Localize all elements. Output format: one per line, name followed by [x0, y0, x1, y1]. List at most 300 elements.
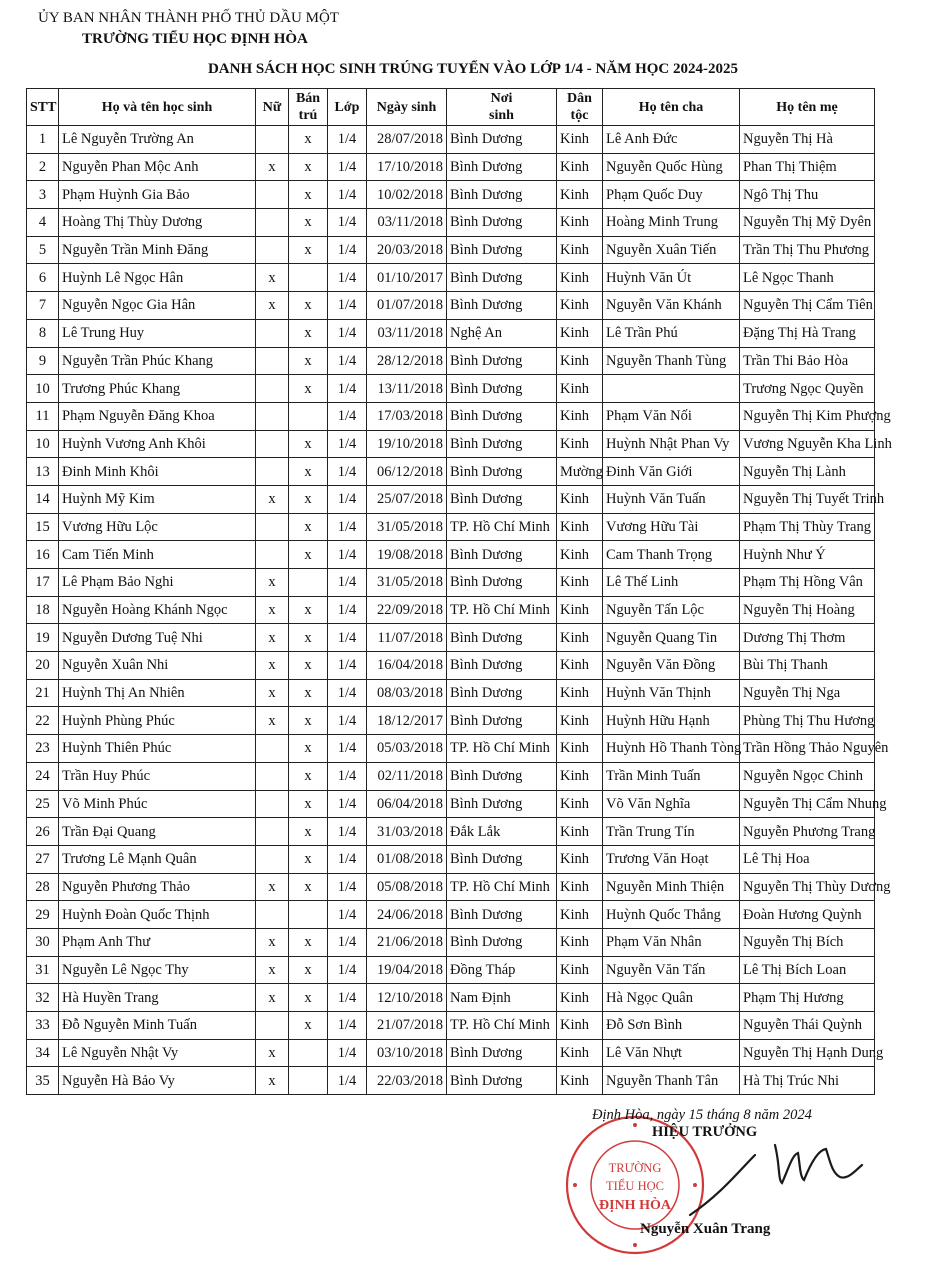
cell-semi-boarding: x — [289, 347, 328, 375]
cell-stt: 20 — [27, 652, 59, 680]
cell-female — [256, 513, 289, 541]
cell-father: Nguyễn Quang Tin — [603, 624, 740, 652]
cell-semi-boarding: x — [289, 485, 328, 513]
cell-student-name: Lê Trung Huy — [59, 319, 256, 347]
cell-mother: Phạm Thị Hương — [740, 984, 875, 1012]
cell-semi-boarding: x — [289, 762, 328, 790]
cell-class: 1/4 — [328, 264, 367, 292]
cell-birthplace: Bình Dương — [447, 458, 557, 486]
cell-dob: 22/09/2018 — [367, 596, 447, 624]
cell-mother: Nguyễn Thị Lành — [740, 458, 875, 486]
table-row — [27, 873, 875, 901]
table-row — [27, 513, 875, 541]
cell-ethnicity: Kinh — [557, 347, 603, 375]
cell-class: 1/4 — [328, 236, 367, 264]
cell-father: Hà Ngọc Quân — [603, 984, 740, 1012]
cell-female — [256, 430, 289, 458]
cell-stt: 25 — [27, 790, 59, 818]
cell-class: 1/4 — [328, 569, 367, 597]
cell-student-name: Trần Đại Quang — [59, 818, 256, 846]
cell-dob: 31/05/2018 — [367, 569, 447, 597]
cell-ethnicity: Kinh — [557, 845, 603, 873]
cell-stt: 5 — [27, 236, 59, 264]
cell-ethnicity: Kinh — [557, 375, 603, 403]
cell-birthplace: Bình Dương — [447, 347, 557, 375]
cell-class: 1/4 — [328, 707, 367, 735]
cell-ethnicity: Kinh — [557, 873, 603, 901]
table-row — [27, 375, 875, 403]
table-row — [27, 430, 875, 458]
cell-semi-boarding: x — [289, 596, 328, 624]
cell-female — [256, 458, 289, 486]
cell-ethnicity: Kinh — [557, 569, 603, 597]
cell-semi-boarding: x — [289, 181, 328, 209]
cell-female: x — [256, 292, 289, 320]
cell-mother: Huỳnh Như Ý — [740, 541, 875, 569]
cell-student-name: Nguyễn Hà Bảo Vy — [59, 1067, 256, 1095]
cell-dob: 12/10/2018 — [367, 984, 447, 1012]
cell-dob: 16/04/2018 — [367, 652, 447, 680]
cell-female: x — [256, 984, 289, 1012]
cell-birthplace: Bình Dương — [447, 1039, 557, 1067]
cell-semi-boarding: x — [289, 928, 328, 956]
cell-ethnicity: Kinh — [557, 707, 603, 735]
cell-dob: 01/08/2018 — [367, 845, 447, 873]
cell-mother: Trần Thị Thu Phương — [740, 236, 875, 264]
cell-ethnicity: Kinh — [557, 1012, 603, 1040]
cell-father: Hoàng Minh Trung — [603, 209, 740, 237]
cell-dob: 02/11/2018 — [367, 762, 447, 790]
cell-birthplace: Bình Dương — [447, 707, 557, 735]
cell-dob: 17/03/2018 — [367, 402, 447, 430]
cell-dob: 18/12/2017 — [367, 707, 447, 735]
cell-stt: 3 — [27, 181, 59, 209]
cell-female — [256, 818, 289, 846]
cell-birthplace: Bình Dương — [447, 762, 557, 790]
cell-dob: 05/03/2018 — [367, 735, 447, 763]
cell-ethnicity: Kinh — [557, 126, 603, 154]
cell-birthplace: Bình Dương — [447, 402, 557, 430]
cell-mother: Nguyễn Thị Thùy Dương — [740, 873, 875, 901]
cell-class: 1/4 — [328, 485, 367, 513]
header-stt: STT — [27, 89, 59, 126]
cell-ethnicity: Kinh — [557, 153, 603, 181]
cell-class: 1/4 — [328, 375, 367, 403]
cell-mother: Phạm Thị Thùy Trang — [740, 513, 875, 541]
table-row — [27, 956, 875, 984]
cell-father: Huỳnh Hữu Hạnh — [603, 707, 740, 735]
table-row — [27, 845, 875, 873]
signing-date: Định Hòa, ngày 15 tháng 8 năm 2024 — [592, 1107, 812, 1123]
cell-father: Lê Thế Linh — [603, 569, 740, 597]
cell-class: 1/4 — [328, 984, 367, 1012]
cell-dob: 20/03/2018 — [367, 236, 447, 264]
cell-dob: 19/10/2018 — [367, 430, 447, 458]
cell-birthplace: Nghệ An — [447, 319, 557, 347]
cell-mother: Phạm Thị Hồng Vân — [740, 569, 875, 597]
cell-student-name: Vương Hữu Lộc — [59, 513, 256, 541]
table-row — [27, 236, 875, 264]
table-row — [27, 1039, 875, 1067]
cell-father: Trần Minh Tuấn — [603, 762, 740, 790]
cell-female — [256, 790, 289, 818]
cell-dob: 17/10/2018 — [367, 153, 447, 181]
cell-student-name: Trần Huy Phúc — [59, 762, 256, 790]
principal-name: Nguyễn Xuân Trang — [640, 1221, 771, 1237]
cell-student-name: Huỳnh Thị An Nhiên — [59, 679, 256, 707]
cell-semi-boarding: x — [289, 873, 328, 901]
cell-semi-boarding — [289, 1067, 328, 1095]
cell-birthplace: Bình Dương — [447, 485, 557, 513]
cell-semi-boarding: x — [289, 845, 328, 873]
header-birthplace-line1: Nơi — [490, 91, 513, 106]
cell-student-name: Phạm Anh Thư — [59, 928, 256, 956]
cell-stt: 29 — [27, 901, 59, 929]
cell-birthplace: Bình Dương — [447, 126, 557, 154]
header-female: Nữ — [256, 89, 289, 126]
cell-dob: 24/06/2018 — [367, 901, 447, 929]
cell-semi-boarding: x — [289, 236, 328, 264]
table-row — [27, 818, 875, 846]
cell-ethnicity: Kinh — [557, 652, 603, 680]
cell-student-name: Hoàng Thị Thùy Dương — [59, 209, 256, 237]
cell-father: Trương Văn Hoạt — [603, 845, 740, 873]
header-semi-boarding-line1: Bán — [295, 91, 321, 106]
cell-stt: 10 — [27, 375, 59, 403]
cell-father: Cam Thanh Trọng — [603, 541, 740, 569]
cell-class: 1/4 — [328, 126, 367, 154]
cell-birthplace: Bình Dương — [447, 652, 557, 680]
cell-mother: Trần Hồng Thảo Nguyên — [740, 735, 875, 763]
cell-stt: 2 — [27, 153, 59, 181]
cell-stt: 33 — [27, 1012, 59, 1040]
table-row — [27, 624, 875, 652]
cell-female: x — [256, 596, 289, 624]
cell-father: Nguyễn Thanh Tân — [603, 1067, 740, 1095]
cell-stt: 15 — [27, 513, 59, 541]
cell-mother: Nguyễn Ngọc Chinh — [740, 762, 875, 790]
cell-birthplace: TP. Hồ Chí Minh — [447, 513, 557, 541]
cell-mother: Trần Thi Bảo Hòa — [740, 347, 875, 375]
header-mother: Họ tên mẹ — [740, 89, 875, 126]
table-row — [27, 292, 875, 320]
cell-mother: Nguyễn Thị Bích — [740, 928, 875, 956]
cell-mother: Hà Thị Trúc Nhi — [740, 1067, 875, 1095]
cell-stt: 14 — [27, 485, 59, 513]
cell-ethnicity: Kinh — [557, 596, 603, 624]
cell-father: Nguyễn Văn Tấn — [603, 956, 740, 984]
cell-dob: 25/07/2018 — [367, 485, 447, 513]
cell-ethnicity: Kinh — [557, 1067, 603, 1095]
cell-birthplace: Bình Dương — [447, 790, 557, 818]
school-name: TRƯỜNG TIỂU HỌC ĐỊNH HÒA — [82, 31, 308, 47]
cell-female — [256, 236, 289, 264]
cell-student-name: Huỳnh Mỹ Kim — [59, 485, 256, 513]
header-father: Họ tên cha — [603, 89, 740, 126]
cell-female: x — [256, 569, 289, 597]
cell-mother: Lê Thị Hoa — [740, 845, 875, 873]
cell-student-name: Trương Lê Mạnh Quân — [59, 845, 256, 873]
cell-birthplace: Bình Dương — [447, 928, 557, 956]
cell-class: 1/4 — [328, 347, 367, 375]
cell-class: 1/4 — [328, 845, 367, 873]
cell-dob: 11/07/2018 — [367, 624, 447, 652]
cell-birthplace: Bình Dương — [447, 901, 557, 929]
cell-dob: 22/03/2018 — [367, 1067, 447, 1095]
cell-student-name: Nguyễn Trần Phúc Khang — [59, 347, 256, 375]
cell-female: x — [256, 264, 289, 292]
table-row — [27, 319, 875, 347]
cell-stt: 13 — [27, 458, 59, 486]
cell-father: Lê Anh Đức — [603, 126, 740, 154]
cell-dob: 03/10/2018 — [367, 1039, 447, 1067]
document-title: DANH SÁCH HỌC SINH TRÚNG TUYỂN VÀO LỚP 1/4 - NĂM HỌC 2024-2025 — [207, 61, 739, 77]
cell-father: Nguyễn Quốc Hùng — [603, 153, 740, 181]
cell-stt: 4 — [27, 209, 59, 237]
cell-ethnicity: Kinh — [557, 1039, 603, 1067]
cell-female — [256, 181, 289, 209]
cell-ethnicity: Kinh — [557, 928, 603, 956]
cell-stt: 31 — [27, 956, 59, 984]
cell-birthplace: Bình Dương — [447, 1067, 557, 1095]
cell-stt: 22 — [27, 707, 59, 735]
cell-father: Phạm Quốc Duy — [603, 181, 740, 209]
cell-birthplace: Bình Dương — [447, 679, 557, 707]
cell-female: x — [256, 652, 289, 680]
cell-female: x — [256, 928, 289, 956]
cell-mother: Nguyễn Thị Hạnh Dung — [740, 1039, 875, 1067]
cell-female — [256, 126, 289, 154]
table-row — [27, 458, 875, 486]
header-student-name: Họ và tên học sinh — [59, 89, 256, 126]
header-semi-boarding — [289, 89, 328, 126]
cell-dob: 19/04/2018 — [367, 956, 447, 984]
cell-birthplace: TP. Hồ Chí Minh — [447, 596, 557, 624]
cell-mother: Nguyễn Thị Cẩm Tiên — [740, 292, 875, 320]
cell-stt: 30 — [27, 928, 59, 956]
table-row — [27, 928, 875, 956]
cell-class: 1/4 — [328, 652, 367, 680]
seal-text-line2: TIỂU HỌC — [606, 1179, 664, 1193]
cell-ethnicity: Kinh — [557, 485, 603, 513]
cell-ethnicity: Kinh — [557, 264, 603, 292]
cell-birthplace: Bình Dương — [447, 292, 557, 320]
cell-class: 1/4 — [328, 153, 367, 181]
cell-semi-boarding: x — [289, 430, 328, 458]
cell-stt: 16 — [27, 541, 59, 569]
cell-semi-boarding: x — [289, 679, 328, 707]
cell-stt: 34 — [27, 1039, 59, 1067]
cell-semi-boarding — [289, 901, 328, 929]
cell-semi-boarding: x — [289, 707, 328, 735]
cell-mother: Lê Thị Bích Loan — [740, 956, 875, 984]
cell-stt: 8 — [27, 319, 59, 347]
cell-mother: Đặng Thị Hà Trang — [740, 319, 875, 347]
cell-dob: 03/11/2018 — [367, 209, 447, 237]
cell-student-name: Nguyễn Trần Minh Đăng — [59, 236, 256, 264]
cell-class: 1/4 — [328, 790, 367, 818]
cell-father: Võ Văn Nghĩa — [603, 790, 740, 818]
cell-dob: 05/08/2018 — [367, 873, 447, 901]
cell-ethnicity: Kinh — [557, 209, 603, 237]
table-row — [27, 762, 875, 790]
cell-semi-boarding — [289, 402, 328, 430]
cell-birthplace: Bình Dương — [447, 236, 557, 264]
table-row — [27, 181, 875, 209]
cell-student-name: Huỳnh Vương Anh Khôi — [59, 430, 256, 458]
table-row — [27, 652, 875, 680]
header-ethnicity — [557, 89, 603, 126]
cell-female — [256, 375, 289, 403]
cell-semi-boarding: x — [289, 984, 328, 1012]
header-dob: Ngày sinh — [367, 89, 447, 126]
table-row — [27, 264, 875, 292]
table-row — [27, 707, 875, 735]
table-row — [27, 735, 875, 763]
cell-class: 1/4 — [328, 209, 367, 237]
cell-father: Huỳnh Nhật Phan Vy — [603, 430, 740, 458]
cell-female — [256, 901, 289, 929]
cell-birthplace: Bình Dương — [447, 181, 557, 209]
table-row — [27, 1067, 875, 1095]
cell-female: x — [256, 679, 289, 707]
cell-semi-boarding: x — [289, 956, 328, 984]
table-row — [27, 901, 875, 929]
cell-ethnicity: Kinh — [557, 319, 603, 347]
cell-birthplace: TP. Hồ Chí Minh — [447, 1012, 557, 1040]
table-row — [27, 1012, 875, 1040]
cell-student-name: Lê Nguyễn Nhật Vy — [59, 1039, 256, 1067]
cell-birthplace: Bình Dương — [447, 541, 557, 569]
cell-semi-boarding: x — [289, 541, 328, 569]
cell-mother: Nguyễn Phương Trang — [740, 818, 875, 846]
cell-class: 1/4 — [328, 679, 367, 707]
cell-student-name: Trương Phúc Khang — [59, 375, 256, 403]
cell-stt: 26 — [27, 818, 59, 846]
cell-stt: 21 — [27, 679, 59, 707]
cell-semi-boarding: x — [289, 513, 328, 541]
cell-stt: 35 — [27, 1067, 59, 1095]
cell-birthplace: Bình Dương — [447, 430, 557, 458]
cell-ethnicity: Kinh — [557, 679, 603, 707]
cell-father: Lê Trần Phú — [603, 319, 740, 347]
cell-birthplace: Đắk Lắk — [447, 818, 557, 846]
cell-semi-boarding: x — [289, 375, 328, 403]
cell-father: Trần Trung Tín — [603, 818, 740, 846]
cell-ethnicity: Kinh — [557, 762, 603, 790]
cell-ethnicity: Kinh — [557, 513, 603, 541]
cell-father: Nguyễn Văn Khánh — [603, 292, 740, 320]
cell-semi-boarding: x — [289, 209, 328, 237]
cell-student-name: Đinh Minh Khôi — [59, 458, 256, 486]
table-row — [27, 596, 875, 624]
cell-birthplace: Bình Dương — [447, 845, 557, 873]
cell-ethnicity: Kinh — [557, 984, 603, 1012]
cell-class: 1/4 — [328, 818, 367, 846]
cell-birthplace: TP. Hồ Chí Minh — [447, 735, 557, 763]
cell-father: Vương Hữu Tài — [603, 513, 740, 541]
cell-father: Phạm Văn Nối — [603, 402, 740, 430]
cell-class: 1/4 — [328, 541, 367, 569]
table-row — [27, 209, 875, 237]
table-row — [27, 541, 875, 569]
cell-mother: Nguyễn Thị Cẩm Nhung — [740, 790, 875, 818]
cell-student-name: Nguyễn Lê Ngọc Thy — [59, 956, 256, 984]
cell-female: x — [256, 153, 289, 181]
cell-dob: 08/03/2018 — [367, 679, 447, 707]
cell-student-name: Nguyễn Phan Mộc Anh — [59, 153, 256, 181]
cell-student-name: Huỳnh Phùng Phúc — [59, 707, 256, 735]
cell-mother: Ngô Thị Thu — [740, 181, 875, 209]
cell-female: x — [256, 707, 289, 735]
header-semi-boarding-line2: trú — [298, 108, 318, 123]
cell-ethnicity: Kinh — [557, 735, 603, 763]
cell-dob: 21/06/2018 — [367, 928, 447, 956]
cell-father: Nguyễn Xuân Tiến — [603, 236, 740, 264]
cell-stt: 10 — [27, 430, 59, 458]
cell-stt: 1 — [27, 126, 59, 154]
cell-female: x — [256, 873, 289, 901]
cell-dob: 31/05/2018 — [367, 513, 447, 541]
cell-student-name: Huỳnh Đoàn Quốc Thịnh — [59, 901, 256, 929]
cell-class: 1/4 — [328, 901, 367, 929]
cell-class: 1/4 — [328, 735, 367, 763]
cell-birthplace: TP. Hồ Chí Minh — [447, 873, 557, 901]
cell-mother: Nguyễn Thị Nga — [740, 679, 875, 707]
cell-semi-boarding: x — [289, 458, 328, 486]
cell-stt: 6 — [27, 264, 59, 292]
cell-mother: Phùng Thị Thu Hương — [740, 707, 875, 735]
cell-stt: 28 — [27, 873, 59, 901]
cell-semi-boarding: x — [289, 735, 328, 763]
cell-female — [256, 209, 289, 237]
cell-birthplace: Bình Dương — [447, 375, 557, 403]
cell-class: 1/4 — [328, 596, 367, 624]
cell-mother: Nguyễn Thị Tuyết Trinh — [740, 485, 875, 513]
header-birthplace — [447, 89, 557, 126]
cell-mother: Nguyễn Thị Kim Phượng — [740, 402, 875, 430]
header-birthplace-line2: sinh — [489, 108, 514, 123]
cell-female — [256, 1012, 289, 1040]
cell-student-name: Huỳnh Thiên Phúc — [59, 735, 256, 763]
cell-ethnicity: Kinh — [557, 901, 603, 929]
cell-class: 1/4 — [328, 1067, 367, 1095]
cell-female: x — [256, 624, 289, 652]
table-row — [27, 790, 875, 818]
cell-class: 1/4 — [328, 624, 367, 652]
cell-mother: Nguyễn Thị Hà — [740, 126, 875, 154]
cell-dob: 19/08/2018 — [367, 541, 447, 569]
cell-mother: Dương Thị Thơm — [740, 624, 875, 652]
cell-stt: 11 — [27, 402, 59, 430]
principal-title: HIỆU TRƯỞNG — [652, 1124, 758, 1140]
cell-dob: 06/04/2018 — [367, 790, 447, 818]
cell-dob: 06/12/2018 — [367, 458, 447, 486]
cell-class: 1/4 — [328, 1039, 367, 1067]
cell-class: 1/4 — [328, 319, 367, 347]
table-row — [27, 126, 875, 154]
cell-female — [256, 845, 289, 873]
cell-female: x — [256, 956, 289, 984]
cell-semi-boarding: x — [289, 292, 328, 320]
cell-semi-boarding — [289, 569, 328, 597]
cell-ethnicity: Kinh — [557, 181, 603, 209]
cell-ethnicity: Kinh — [557, 402, 603, 430]
cell-stt: 27 — [27, 845, 59, 873]
header-ethnicity-line2: tộc — [570, 108, 589, 123]
cell-birthplace: Bình Dương — [447, 569, 557, 597]
cell-female — [256, 541, 289, 569]
